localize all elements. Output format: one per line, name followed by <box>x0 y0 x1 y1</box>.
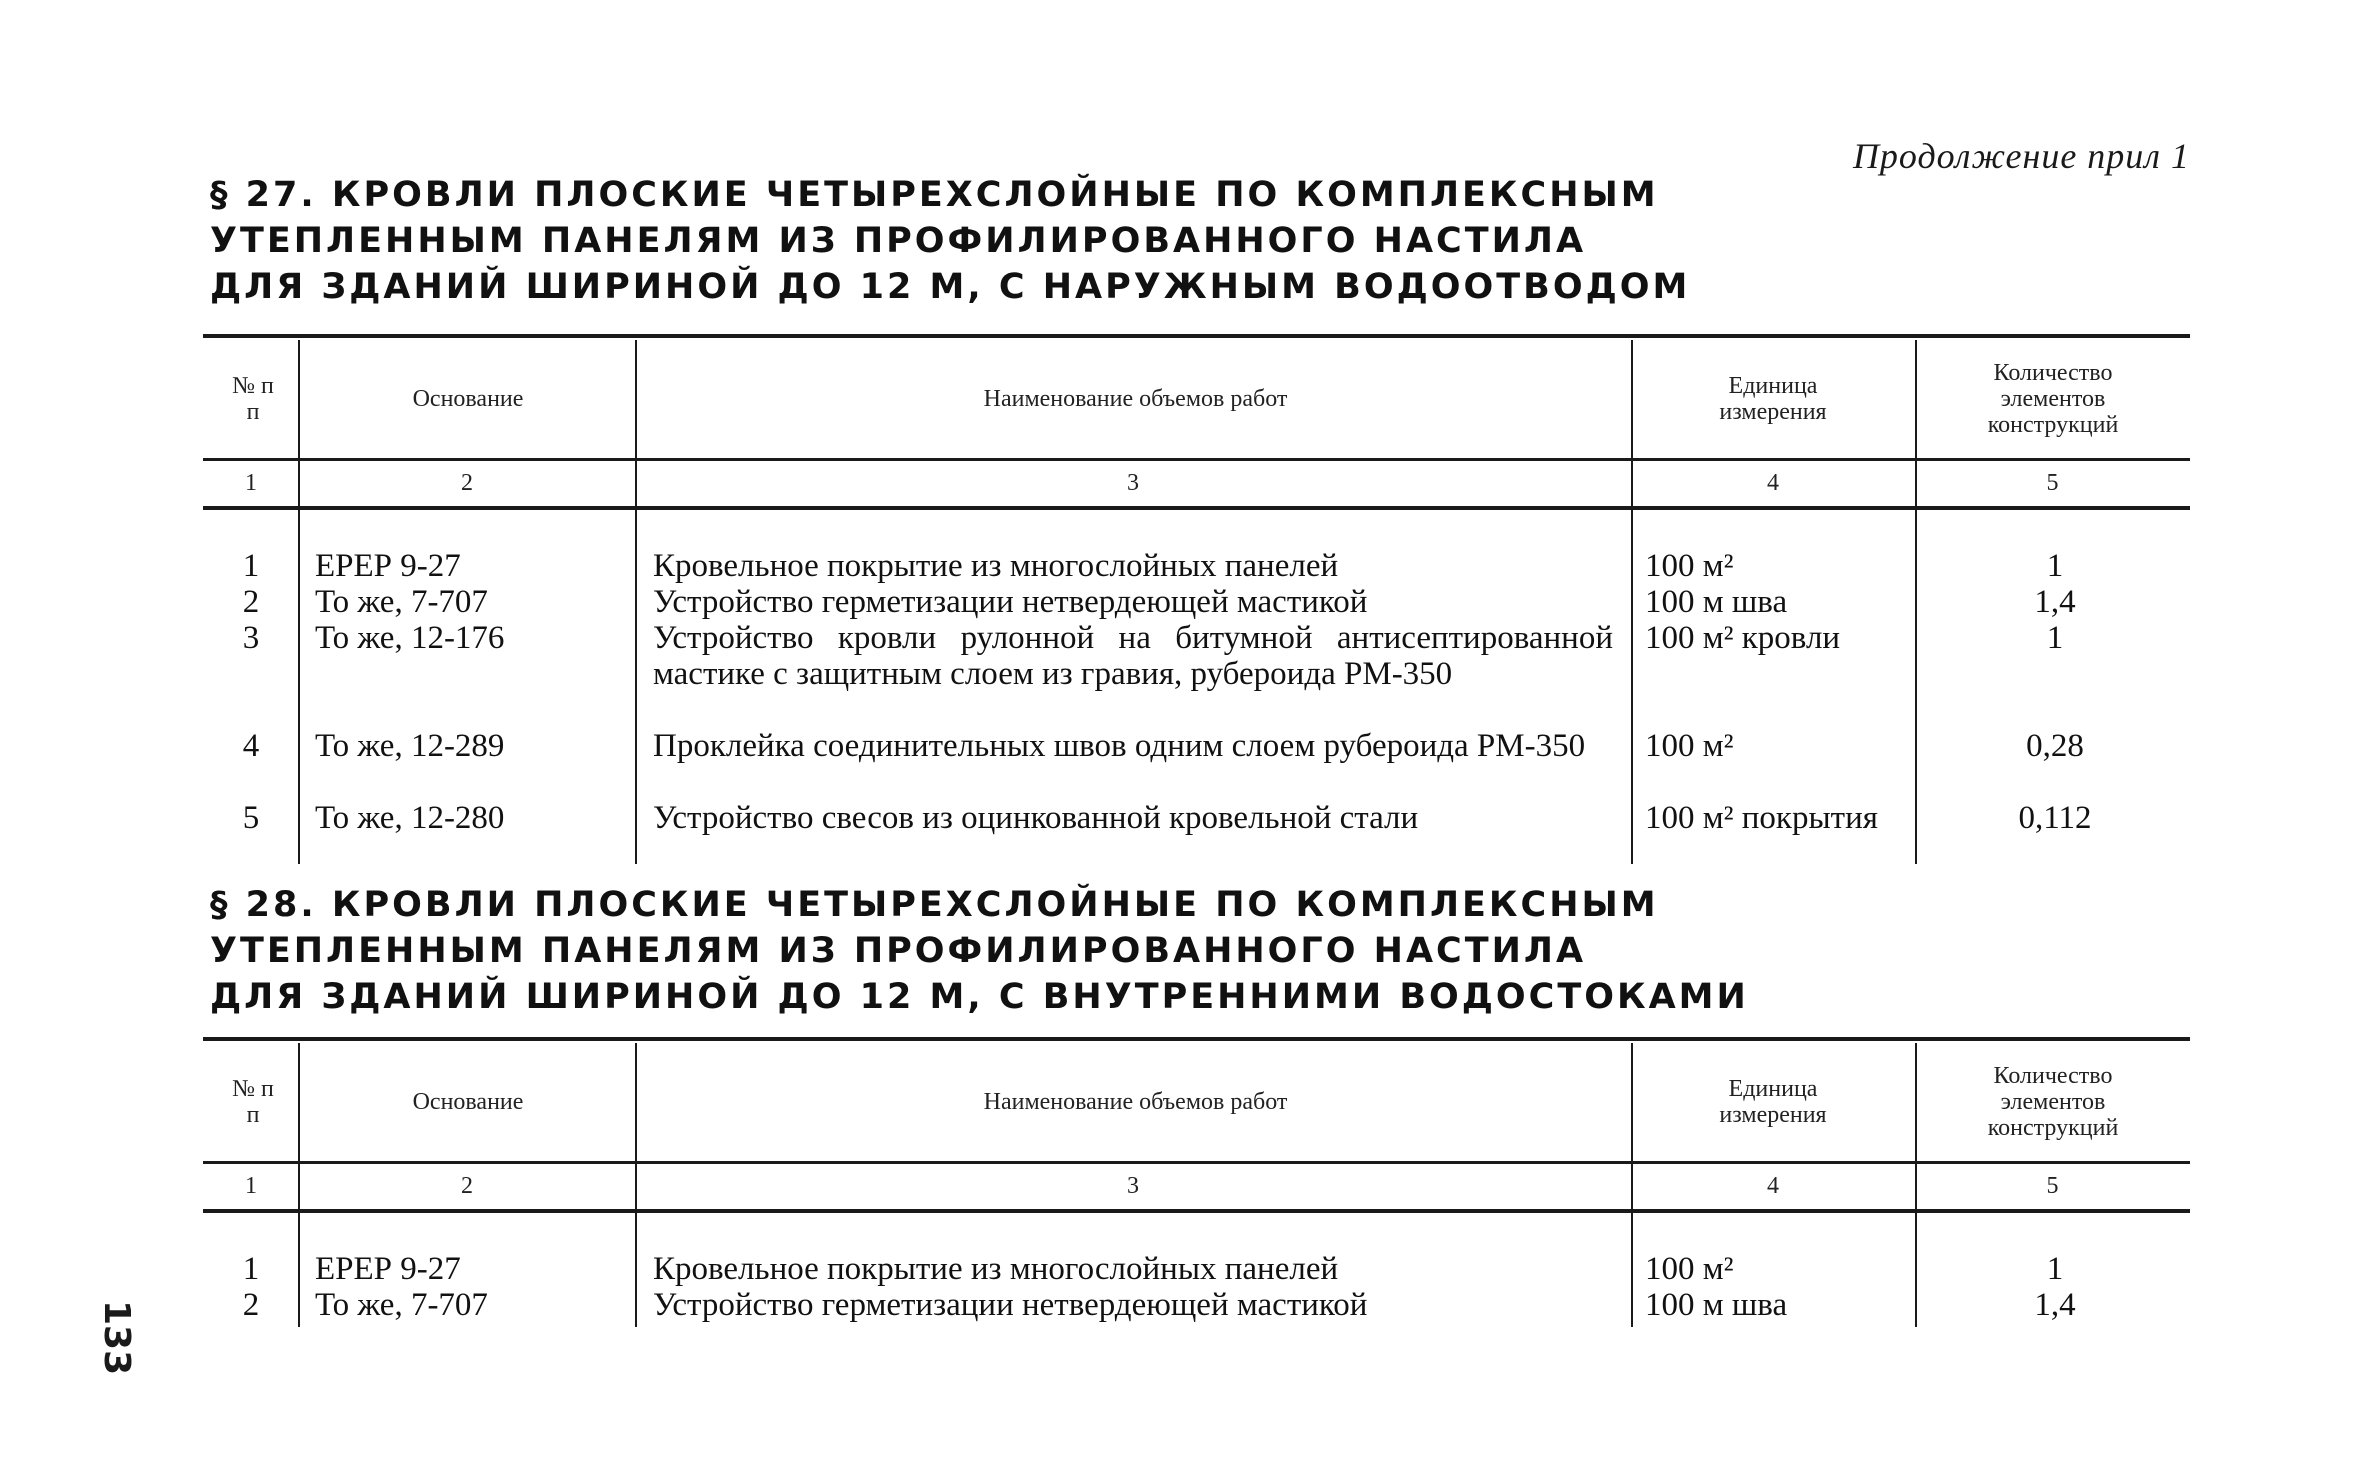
column-number: 4 <box>1767 1173 1779 1199</box>
heading-line: § 28. КРОВЛИ ПЛОСКИЕ ЧЕТЫРЕХСЛОЙНЫЕ ПО КОМПЛЕКСНЫМ <box>210 885 1659 925</box>
row-quantity: 1 <box>2046 620 2064 656</box>
column-number: 2 <box>461 470 473 496</box>
column-header-name: Наименование объемов работ <box>983 386 1288 412</box>
column-divider <box>1631 340 1633 864</box>
column-header-number: № п п <box>232 373 274 425</box>
column-header-name: Наименование объемов работ <box>983 1089 1288 1115</box>
section-27-table <box>203 334 2190 874</box>
column-header-unit: Единица измерения <box>1719 373 1827 425</box>
row-work-name: Устройство герметизации нетвердеющей мастикой <box>653 584 1368 620</box>
section-28-table <box>203 1037 2190 1337</box>
header-rule <box>203 458 2190 461</box>
column-number: 3 <box>1127 470 1139 496</box>
row-work-name: Устройство кровли рулонной на битумной антисептированной мастике с защитным слоем из гравия, рубероида РМ-350 <box>653 620 1613 692</box>
section-27-heading <box>210 172 2110 310</box>
row-quantity: 0,28 <box>2026 728 2084 764</box>
column-divider <box>1915 340 1917 864</box>
row-work-name: Проклейка соединительных швов одним слоем рубероида РМ-350 <box>653 728 1586 764</box>
row-number: 1 <box>242 548 260 584</box>
table-top-rule <box>203 1037 2190 1041</box>
column-number: 4 <box>1767 470 1779 496</box>
heading-line: ДЛЯ ЗДАНИЙ ШИРИНОЙ ДО 12 М, С ВНУТРЕННИМИ ВОДОСТОКАМИ <box>210 977 1749 1017</box>
row-basis: ЕРЕР 9-27 <box>315 548 461 584</box>
row-unit: 100 м² кровли <box>1645 620 1841 656</box>
heading-line: § 27. КРОВЛИ ПЛОСКИЕ ЧЕТЫРЕХСЛОЙНЫЕ ПО КОМПЛЕКСНЫМ <box>210 175 1659 215</box>
heading-line: УТЕПЛЕННЫМ ПАНЕЛЯМ ИЗ ПРОФИЛИРОВАННОГО НАСТИЛА <box>210 931 1587 971</box>
row-basis: То же, 7-707 <box>315 584 488 620</box>
row-work-name: Кровельное покрытие из многослойных панелей <box>653 548 1339 584</box>
row-unit: 100 м шва <box>1645 1287 1788 1323</box>
row-number: 5 <box>242 800 260 836</box>
row-unit: 100 м² <box>1645 728 1734 764</box>
heading-line: УТЕПЛЕННЫМ ПАНЕЛЯМ ИЗ ПРОФИЛИРОВАННОГО НАСТИЛА <box>210 221 1587 261</box>
row-quantity: 1,4 <box>2034 584 2076 620</box>
table-top-rule <box>203 334 2190 338</box>
row-work-name: Кровельное покрытие из многослойных панелей <box>653 1251 1339 1287</box>
row-basis: То же, 12-289 <box>315 728 505 764</box>
column-header-unit: Единица измерения <box>1719 1076 1827 1128</box>
column-header-basis: Основание <box>412 1089 524 1115</box>
row-basis: То же, 7-707 <box>315 1287 488 1323</box>
row-number: 2 <box>242 584 260 620</box>
row-number: 1 <box>242 1251 260 1287</box>
row-quantity: 1 <box>2046 548 2064 584</box>
row-basis: То же, 12-176 <box>315 620 505 656</box>
numbers-rule <box>203 1209 2190 1213</box>
column-number: 5 <box>2046 1173 2059 1199</box>
column-number: 3 <box>1127 1173 1139 1199</box>
column-number: 1 <box>245 470 257 496</box>
page-number: 133 <box>96 1300 137 1376</box>
row-basis: ЕРЕР 9-27 <box>315 1251 461 1287</box>
column-number: 5 <box>2046 470 2059 496</box>
column-header-quantity: Количество элементов конструкций <box>1987 360 2119 438</box>
row-unit: 100 м² <box>1645 548 1734 584</box>
row-quantity: 1 <box>2046 1251 2064 1287</box>
row-quantity: 0,112 <box>2018 800 2092 836</box>
row-unit: 100 м² <box>1645 1251 1734 1287</box>
heading-line: ДЛЯ ЗДАНИЙ ШИРИНОЙ ДО 12 М, С НАРУЖНЫМ ВОДООТВОДОМ <box>210 267 1691 307</box>
row-number: 2 <box>242 1287 260 1323</box>
row-unit: 100 м шва <box>1645 584 1788 620</box>
row-number: 3 <box>242 620 260 656</box>
row-number: 4 <box>242 728 260 764</box>
row-quantity: 1,4 <box>2034 1287 2076 1323</box>
header-rule <box>203 1161 2190 1164</box>
column-number: 2 <box>461 1173 473 1199</box>
column-header-number: № п п <box>232 1076 274 1128</box>
column-header-quantity: Количество элементов конструкций <box>1987 1063 2119 1141</box>
row-work-name: Устройство свесов из оцинкованной кровельной стали <box>653 800 1419 836</box>
row-basis: То же, 12-280 <box>315 800 505 836</box>
numbers-rule <box>203 506 2190 510</box>
column-header-basis: Основание <box>412 386 524 412</box>
row-unit: 100 м² покрытия <box>1645 800 1878 836</box>
column-number: 1 <box>245 1173 257 1199</box>
section-28-heading <box>210 882 2110 1020</box>
row-work-name: Устройство герметизации нетвердеющей мастикой <box>653 1287 1368 1323</box>
continuation-note: Продолжение прил 1 <box>1852 136 2190 176</box>
